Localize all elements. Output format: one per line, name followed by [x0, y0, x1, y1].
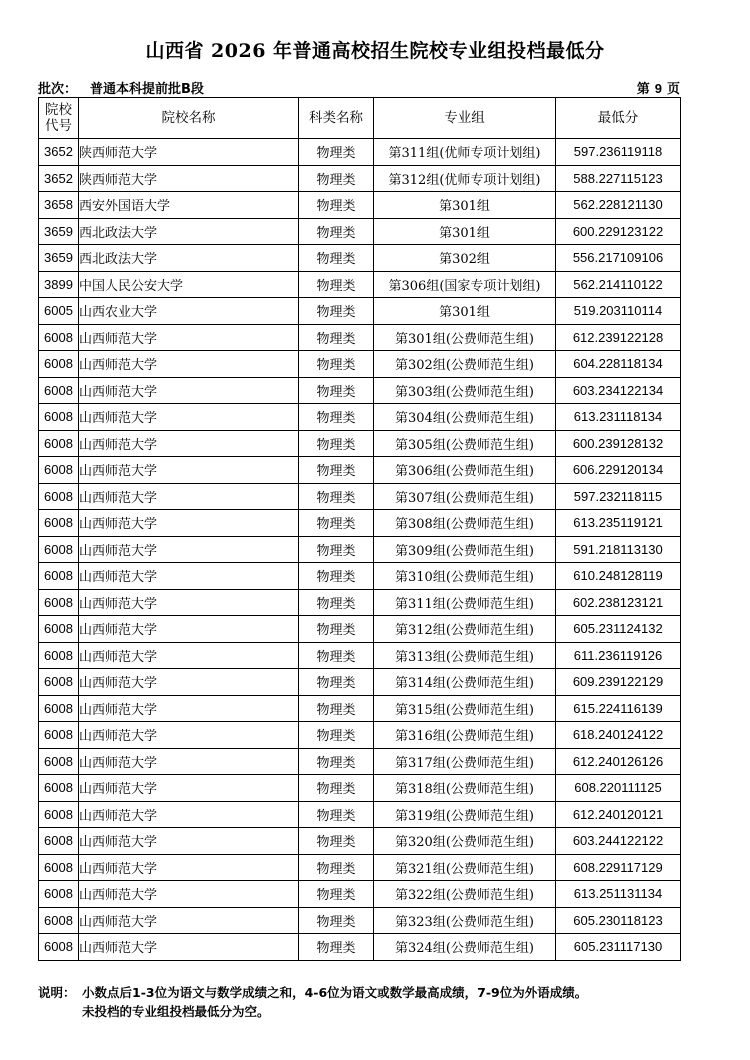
table-row — [39, 748, 681, 775]
cell-school-name: 山西师范大学 — [79, 563, 299, 590]
page-number — [637, 78, 680, 97]
cell-category: 物理类 — [299, 165, 374, 192]
cell-school-name: 西北政法大学 — [79, 245, 299, 272]
cell-group: 第314组(公费师范生组) — [374, 669, 556, 696]
cell-group: 第304组(公费师范生组) — [374, 404, 556, 431]
table-row — [39, 881, 681, 908]
cell-category: 物理类 — [299, 722, 374, 749]
cell-school-code: 6008 — [39, 669, 79, 696]
cell-category: 物理类 — [299, 483, 374, 510]
cell-school-code: 6005 — [39, 298, 79, 325]
cell-school-name: 山西师范大学 — [79, 457, 299, 484]
cell-min-score: 562.228121130 — [556, 192, 681, 219]
cell-min-score: 606.229120134 — [556, 457, 681, 484]
cell-school-name: 山西师范大学 — [79, 510, 299, 537]
table-row — [39, 801, 681, 828]
cell-min-score: 611.236119126 — [556, 642, 681, 669]
cell-min-score: 609.239122129 — [556, 669, 681, 696]
cell-school-name: 山西师范大学 — [79, 589, 299, 616]
page-suffix: 页 — [666, 82, 680, 97]
table-row — [39, 324, 681, 351]
cell-school-name: 山西师范大学 — [79, 828, 299, 855]
cell-group: 第312组(优师专项计划组) — [374, 165, 556, 192]
cell-school-code: 6008 — [39, 828, 79, 855]
cell-school-code: 6008 — [39, 483, 79, 510]
cell-category: 物理类 — [299, 298, 374, 325]
cell-school-name: 中国人民公安大学 — [79, 271, 299, 298]
cell-school-name: 山西师范大学 — [79, 536, 299, 563]
table-row — [39, 192, 681, 219]
cell-category: 物理类 — [299, 854, 374, 881]
cell-category: 物理类 — [299, 245, 374, 272]
footnote-label: 说明： — [38, 985, 76, 1000]
cell-category: 物理类 — [299, 271, 374, 298]
footnote-line-1: 小数点后1-3位为语文与数学成绩之和，4-6位为语文或数学最高成绩，7-9位为外语成绩。 — [82, 985, 588, 1000]
cell-min-score: 618.240124122 — [556, 722, 681, 749]
table-body — [39, 139, 681, 961]
table-row — [39, 165, 681, 192]
cell-school-code: 3659 — [39, 245, 79, 272]
cell-school-name: 陕西师范大学 — [79, 165, 299, 192]
cell-min-score: 603.234122134 — [556, 377, 681, 404]
header-group: 专业组 — [374, 98, 556, 139]
batch-label: 批次： — [38, 82, 78, 97]
cell-category: 物理类 — [299, 192, 374, 219]
cell-min-score: 562.214110122 — [556, 271, 681, 298]
cell-group: 第324组(公费师范生组) — [374, 934, 556, 961]
cell-category: 物理类 — [299, 642, 374, 669]
cell-school-name: 山西农业大学 — [79, 298, 299, 325]
table-row — [39, 351, 681, 378]
header-school-code — [39, 98, 79, 139]
cell-category: 物理类 — [299, 934, 374, 961]
cell-category: 物理类 — [299, 616, 374, 643]
header-school-name: 院校名称 — [79, 98, 299, 139]
table-row — [39, 298, 681, 325]
cell-group: 第302组 — [374, 245, 556, 272]
cell-group: 第312组(公费师范生组) — [374, 616, 556, 643]
cell-group: 第313组(公费师范生组) — [374, 642, 556, 669]
cell-group: 第311组(优师专项计划组) — [374, 139, 556, 166]
cell-group: 第315组(公费师范生组) — [374, 695, 556, 722]
cell-category: 物理类 — [299, 748, 374, 775]
cell-school-name: 山西师范大学 — [79, 377, 299, 404]
cell-group: 第322组(公费师范生组) — [374, 881, 556, 908]
cell-min-score: 597.232118115 — [556, 483, 681, 510]
cell-min-score: 613.251131134 — [556, 881, 681, 908]
cell-school-code: 6008 — [39, 722, 79, 749]
cell-category: 物理类 — [299, 510, 374, 537]
cell-school-code: 6008 — [39, 934, 79, 961]
cell-school-code: 6008 — [39, 351, 79, 378]
page-title: 山西省 2026 年普通高校招生院校专业组投档最低分 — [145, 40, 605, 62]
table-row — [39, 483, 681, 510]
cell-category: 物理类 — [299, 695, 374, 722]
cell-school-name: 山西师范大学 — [79, 404, 299, 431]
cell-school-code: 3652 — [39, 139, 79, 166]
cell-school-name: 山西师范大学 — [79, 616, 299, 643]
cell-category: 物理类 — [299, 536, 374, 563]
header-min-score: 最低分 — [556, 98, 681, 139]
cell-school-code: 6008 — [39, 563, 79, 590]
cell-group: 第307组(公费师范生组) — [374, 483, 556, 510]
cell-group: 第301组(公费师范生组) — [374, 324, 556, 351]
cell-group: 第319组(公费师范生组) — [374, 801, 556, 828]
batch-value: 普通本科提前批B段 — [90, 82, 204, 97]
cell-min-score: 604.228118134 — [556, 351, 681, 378]
cell-min-score: 519.203110114 — [556, 298, 681, 325]
cell-school-name: 山西师范大学 — [79, 934, 299, 961]
page-prefix: 第 — [636, 82, 650, 97]
cell-school-code: 6008 — [39, 457, 79, 484]
table-row — [39, 510, 681, 537]
cell-school-name: 山西师范大学 — [79, 642, 299, 669]
cell-group: 第301组 — [374, 218, 556, 245]
table-row — [39, 377, 681, 404]
cell-school-name: 山西师范大学 — [79, 430, 299, 457]
cell-min-score: 613.235119121 — [556, 510, 681, 537]
cell-school-code: 6008 — [39, 854, 79, 881]
cell-group: 第302组(公费师范生组) — [374, 351, 556, 378]
table-row — [39, 669, 681, 696]
cell-group: 第306组(国家专项计划组) — [374, 271, 556, 298]
cell-school-name: 山西师范大学 — [79, 483, 299, 510]
cell-group: 第316组(公费师范生组) — [374, 722, 556, 749]
cell-school-code: 6008 — [39, 589, 79, 616]
cell-school-code: 6008 — [39, 536, 79, 563]
cell-category: 物理类 — [299, 828, 374, 855]
cell-category: 物理类 — [299, 881, 374, 908]
cell-category: 物理类 — [299, 589, 374, 616]
table-row — [39, 828, 681, 855]
cell-min-score: 600.229123122 — [556, 218, 681, 245]
cell-school-name: 山西师范大学 — [79, 324, 299, 351]
cell-school-code: 6008 — [39, 324, 79, 351]
table-row — [39, 430, 681, 457]
cell-group: 第305组(公费师范生组) — [374, 430, 556, 457]
cell-group: 第321组(公费师范生组) — [374, 854, 556, 881]
table-row — [39, 218, 681, 245]
cell-category: 物理类 — [299, 430, 374, 457]
cell-min-score: 591.218113130 — [556, 536, 681, 563]
cell-school-name: 西北政法大学 — [79, 218, 299, 245]
header-school-code-line2: 代号 — [45, 118, 72, 134]
cell-min-score: 605.230118123 — [556, 907, 681, 934]
cell-min-score: 588.227115123 — [556, 165, 681, 192]
table-row — [39, 139, 681, 166]
table-header-row — [39, 98, 681, 139]
footnote-line-2: 未投档的专业组投档最低分为空。 — [82, 1004, 270, 1019]
cell-school-code: 6008 — [39, 430, 79, 457]
cell-min-score: 612.240126126 — [556, 748, 681, 775]
cell-min-score: 556.217109106 — [556, 245, 681, 272]
cell-category: 物理类 — [299, 377, 374, 404]
cell-school-code: 6008 — [39, 801, 79, 828]
cell-category: 物理类 — [299, 404, 374, 431]
cell-category: 物理类 — [299, 563, 374, 590]
cell-min-score: 608.220111125 — [556, 775, 681, 802]
cell-group: 第310组(公费师范生组) — [374, 563, 556, 590]
cell-min-score: 615.224116139 — [556, 695, 681, 722]
cell-school-name: 山西师范大学 — [79, 854, 299, 881]
table-row — [39, 695, 681, 722]
table-row — [39, 536, 681, 563]
cell-group: 第301组 — [374, 192, 556, 219]
cell-school-code: 3659 — [39, 218, 79, 245]
cell-school-name: 山西师范大学 — [79, 748, 299, 775]
cell-school-code: 6008 — [39, 642, 79, 669]
cell-min-score: 612.239122128 — [556, 324, 681, 351]
cell-school-name: 山西师范大学 — [79, 775, 299, 802]
cell-category: 物理类 — [299, 775, 374, 802]
table-row — [39, 907, 681, 934]
table-row — [39, 642, 681, 669]
header-school-code-line1: 院校 — [45, 102, 72, 118]
cell-category: 物理类 — [299, 351, 374, 378]
cell-school-code: 6008 — [39, 881, 79, 908]
table-row — [39, 616, 681, 643]
cell-category: 物理类 — [299, 669, 374, 696]
table-row — [39, 934, 681, 961]
cell-group: 第318组(公费师范生组) — [374, 775, 556, 802]
cell-category: 物理类 — [299, 801, 374, 828]
page-number-value: 9 — [654, 81, 662, 96]
cell-school-code: 6008 — [39, 616, 79, 643]
cell-school-name: 山西师范大学 — [79, 695, 299, 722]
cell-min-score: 610.248128119 — [556, 563, 681, 590]
cell-school-code: 3658 — [39, 192, 79, 219]
cell-category: 物理类 — [299, 324, 374, 351]
cell-category: 物理类 — [299, 218, 374, 245]
cell-group: 第323组(公费师范生组) — [374, 907, 556, 934]
cell-min-score: 603.244122122 — [556, 828, 681, 855]
cell-group: 第306组(公费师范生组) — [374, 457, 556, 484]
cell-category: 物理类 — [299, 139, 374, 166]
cell-school-name: 陕西师范大学 — [79, 139, 299, 166]
cell-school-name: 山西师范大学 — [79, 351, 299, 378]
cell-min-score: 605.231124132 — [556, 616, 681, 643]
cell-group: 第303组(公费师范生组) — [374, 377, 556, 404]
cell-school-code: 6008 — [39, 377, 79, 404]
cell-school-code: 3899 — [39, 271, 79, 298]
cell-group: 第308组(公费师范生组) — [374, 510, 556, 537]
table-row — [39, 404, 681, 431]
cell-school-name: 山西师范大学 — [79, 722, 299, 749]
cell-group: 第309组(公费师范生组) — [374, 536, 556, 563]
cell-school-code: 6008 — [39, 775, 79, 802]
cell-min-score: 613.231118134 — [556, 404, 681, 431]
cell-school-name: 山西师范大学 — [79, 669, 299, 696]
cell-school-name: 西安外国语大学 — [79, 192, 299, 219]
cell-school-code: 6008 — [39, 695, 79, 722]
cell-group: 第317组(公费师范生组) — [374, 748, 556, 775]
table-row — [39, 245, 681, 272]
cell-school-code: 6008 — [39, 510, 79, 537]
cell-min-score: 608.229117129 — [556, 854, 681, 881]
cell-min-score: 600.239128132 — [556, 430, 681, 457]
table-row — [39, 563, 681, 590]
table-row — [39, 457, 681, 484]
cell-school-name: 山西师范大学 — [79, 881, 299, 908]
cell-category: 物理类 — [299, 907, 374, 934]
score-table — [38, 97, 681, 961]
table-row — [39, 589, 681, 616]
cell-group: 第301组 — [374, 298, 556, 325]
table-row — [39, 722, 681, 749]
cell-school-code: 6008 — [39, 748, 79, 775]
cell-category: 物理类 — [299, 457, 374, 484]
cell-school-code: 6008 — [39, 404, 79, 431]
cell-min-score: 602.238123121 — [556, 589, 681, 616]
cell-school-name: 山西师范大学 — [79, 907, 299, 934]
header-category: 科类名称 — [299, 98, 374, 139]
cell-min-score: 597.236119118 — [556, 139, 681, 166]
cell-group: 第311组(公费师范生组) — [374, 589, 556, 616]
cell-min-score: 605.231117130 — [556, 934, 681, 961]
table-row — [39, 271, 681, 298]
batch-header — [38, 76, 680, 96]
cell-min-score: 612.240120121 — [556, 801, 681, 828]
table-row — [39, 775, 681, 802]
cell-school-code: 6008 — [39, 907, 79, 934]
cell-group: 第320组(公费师范生组) — [374, 828, 556, 855]
cell-school-name: 山西师范大学 — [79, 801, 299, 828]
table-row — [39, 854, 681, 881]
cell-school-code: 3652 — [39, 165, 79, 192]
